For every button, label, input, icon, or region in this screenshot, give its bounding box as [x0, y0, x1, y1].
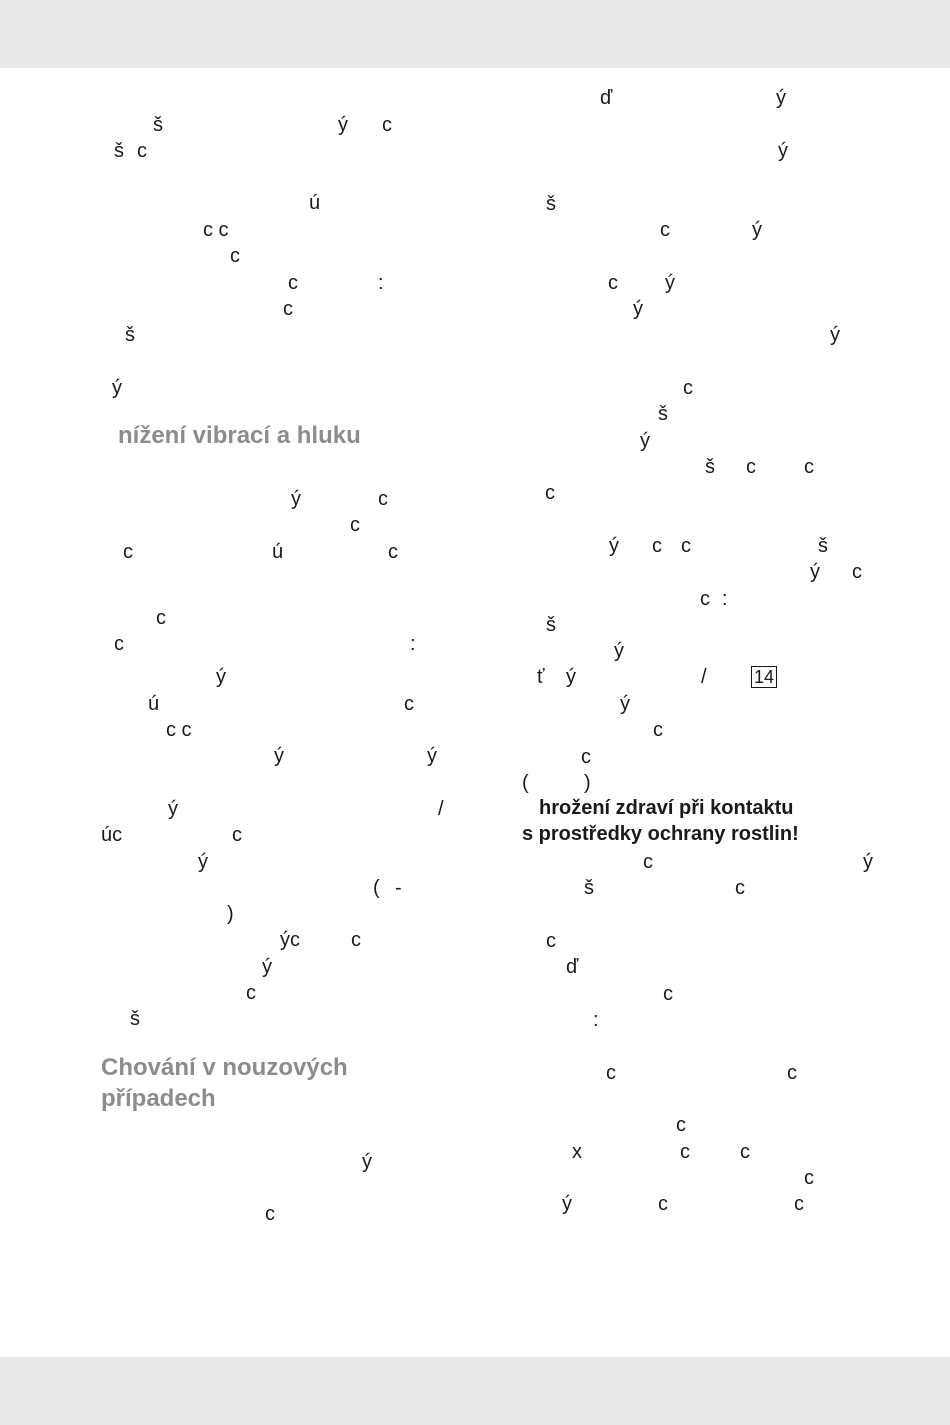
right-glyph: c — [680, 1141, 690, 1163]
left-glyph: c — [246, 982, 256, 1004]
left-glyph: ý — [274, 745, 284, 767]
left-glyph: c — [404, 693, 414, 715]
right-glyph: c — [804, 456, 814, 478]
right-glyph: c — [545, 482, 555, 504]
right-glyph: c — [581, 746, 591, 768]
right-glyph: c — [608, 272, 618, 294]
right-glyph: c — [804, 1167, 814, 1189]
right-glyph: c — [740, 1141, 750, 1163]
left-glyph: - — [395, 877, 402, 899]
right-glyph: / — [701, 666, 707, 688]
right-glyph: c — [653, 719, 663, 741]
right-glyph: c — [787, 1062, 797, 1084]
right-glyph: ť — [537, 666, 545, 688]
left-glyph: : — [410, 633, 416, 655]
right-glyph: c — [735, 877, 745, 899]
right-glyph: c — [852, 561, 862, 583]
right-glyph: ý — [566, 666, 576, 688]
left-glyph: c — [123, 541, 133, 563]
right-glyph: ) — [584, 772, 591, 794]
section-heading-nouzove-line1: Chování v nouzových — [101, 1054, 348, 1081]
left-glyph: c — [283, 298, 293, 320]
right-glyph: š — [818, 535, 828, 557]
right-glyph: c — [683, 377, 693, 399]
left-glyph: c c — [203, 219, 229, 241]
left-glyph: ý — [112, 377, 122, 399]
left-glyph: ý — [198, 851, 208, 873]
right-glyph: ď — [600, 87, 613, 109]
top-margin-band — [0, 0, 950, 68]
bottom-margin-band — [0, 1357, 950, 1425]
left-glyph: ú — [148, 693, 160, 715]
right-glyph: c — [681, 535, 691, 557]
right-glyph: ý — [665, 272, 675, 294]
left-glyph: úc — [101, 824, 123, 846]
right-glyph: ý — [863, 851, 873, 873]
right-glyph: c — [606, 1062, 616, 1084]
section-heading-nouzove-line2: případech — [101, 1085, 216, 1112]
section-heading-vibrace: nížení vibrací a hluku — [118, 422, 361, 449]
right-glyph: ý — [752, 219, 762, 241]
left-glyph: c c — [166, 719, 192, 741]
right-glyph: š — [546, 614, 556, 636]
left-glyph: ý — [262, 956, 272, 978]
warning-heading-line2: s prostředky ochrany rostlin! — [522, 823, 799, 845]
right-glyph: ý — [562, 1193, 572, 1215]
left-glyph: c — [350, 514, 360, 536]
right-glyph: ý — [609, 535, 619, 557]
left-glyph: ý — [427, 745, 437, 767]
left-glyph: ý — [216, 666, 226, 688]
right-glyph: ý — [810, 561, 820, 583]
left-glyph: ýc — [280, 929, 300, 951]
right-glyph: c — [794, 1193, 804, 1215]
right-glyph: š — [546, 193, 556, 215]
right-glyph: c — [663, 983, 673, 1005]
left-glyph: c — [378, 488, 388, 510]
right-glyph: ý — [620, 693, 630, 715]
left-glyph: š — [130, 1008, 140, 1030]
left-glyph: c — [114, 633, 124, 655]
left-glyph: c — [232, 824, 242, 846]
left-glyph: ý — [338, 114, 348, 136]
left-glyph: c — [288, 272, 298, 294]
left-glyph: ý — [291, 488, 301, 510]
right-glyph: š — [705, 456, 715, 478]
right-glyph: ý — [776, 87, 786, 109]
left-glyph: c — [388, 541, 398, 563]
left-glyph: ú — [272, 541, 284, 563]
right-glyph: c — [746, 456, 756, 478]
left-glyph: c — [137, 140, 147, 162]
right-glyph: : — [722, 588, 728, 610]
right-glyph: š — [584, 877, 594, 899]
left-glyph: ( — [373, 877, 380, 899]
right-glyph: š — [658, 403, 668, 425]
right-glyph: c — [546, 930, 556, 952]
left-glyph: ú — [309, 192, 321, 214]
left-glyph: c — [265, 1203, 275, 1225]
left-glyph: š — [114, 140, 124, 162]
right-glyph: c — [676, 1114, 686, 1136]
right-glyph: ( — [522, 772, 529, 794]
left-glyph: ý — [168, 798, 178, 820]
left-glyph: / — [438, 798, 444, 820]
right-glyph: c — [643, 851, 653, 873]
right-glyph: ď — [566, 956, 579, 978]
figure-reference-box: 14 — [751, 666, 777, 688]
left-glyph: : — [378, 272, 384, 294]
right-glyph: c — [660, 219, 670, 241]
right-glyph: ý — [633, 298, 643, 320]
left-glyph: š — [125, 324, 135, 346]
right-glyph: ý — [830, 324, 840, 346]
left-glyph: c — [351, 929, 361, 951]
right-glyph: ý — [640, 430, 650, 452]
left-glyph: ) — [227, 903, 234, 925]
right-glyph: x — [572, 1141, 582, 1163]
left-glyph: ý — [362, 1151, 372, 1173]
left-glyph: c — [156, 607, 166, 629]
left-glyph: š — [153, 114, 163, 136]
right-glyph: c — [658, 1193, 668, 1215]
right-glyph: c — [700, 588, 710, 610]
right-glyph: ý — [778, 140, 788, 162]
right-glyph: ý — [614, 640, 624, 662]
right-glyph: c — [652, 535, 662, 557]
right-glyph: : — [593, 1009, 599, 1031]
warning-heading-line1: hrožení zdraví při kontaktu — [539, 797, 794, 819]
left-glyph: c — [382, 114, 392, 136]
left-glyph: c — [230, 245, 240, 267]
